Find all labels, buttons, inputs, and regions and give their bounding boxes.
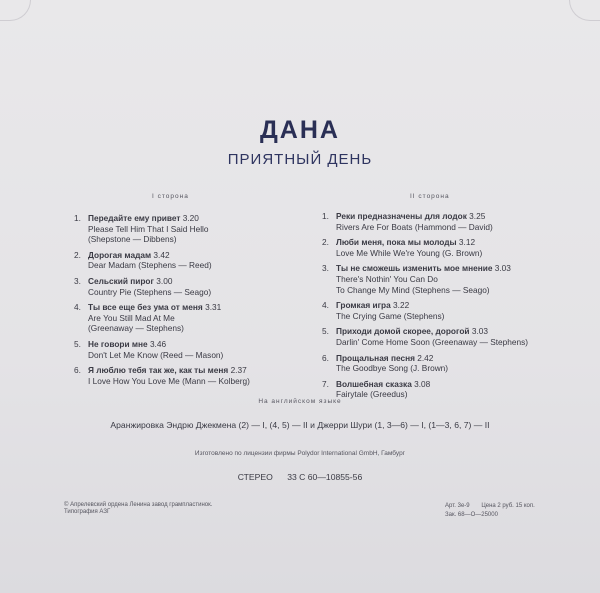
track-title-en: Don't Let Me Know (Reed — Mason) (88, 349, 224, 360)
sleeve-corner-cutout (0, 0, 31, 21)
price-text: Цена 2 руб. 15 коп. (481, 503, 535, 509)
track-title-ru: Волшебная сказка (336, 378, 412, 389)
track-title-en: The Goodbye Song (J. Brown) (336, 363, 449, 374)
printer-line: Типография АЗГ (64, 509, 111, 516)
track-item (322, 300, 562, 321)
track-title-ru: Люби меня, пока мы молоды (336, 237, 457, 248)
track-item (322, 353, 562, 374)
track-duration: 3.31 (205, 302, 222, 313)
track-item (74, 365, 304, 386)
price-info (445, 502, 535, 520)
language-note: На английском языке (258, 398, 342, 405)
track-title-ru: Передайте ему привет (88, 213, 181, 223)
manufacturer-line: © Апрелевский ордена Ленина завод грампластинок. (64, 502, 213, 508)
side-2-tracklist (322, 211, 562, 405)
track-title-en: Dear Madam (Stephens — Reed) (88, 260, 212, 271)
order-code: Зак. 68—О—25000 (445, 512, 498, 518)
track-title-ru: Ты не сможешь изменить мое мнение (336, 263, 493, 274)
album-title: ПРИЯТНЫЙ ДЕНЬ (227, 151, 373, 168)
track-duration: 3.03 (471, 326, 488, 337)
sleeve-corner-cutout (569, 0, 600, 21)
track-duration: 3.03 (494, 263, 511, 274)
track-title-en: Rivers Are For Boats (Hammond — David) (336, 221, 493, 232)
track-item (322, 379, 562, 400)
track-duration: 2.37 (230, 365, 247, 376)
track-title-ru: Приходи домой скорее, дорогой (336, 326, 470, 337)
track-item (74, 339, 304, 360)
track-title-ru: Не говори мне (88, 338, 148, 349)
catalog-line (0, 472, 600, 482)
track-number: 6. (74, 365, 81, 376)
track-item (74, 276, 304, 297)
artist-title: ДАНА (260, 116, 340, 144)
track-item (322, 263, 562, 295)
track-number: 5. (74, 338, 81, 349)
track-title-ru: Я люблю тебя так же, как ты меня (88, 365, 229, 376)
track-item (322, 237, 562, 258)
catalog-number: 33 С 60—10855-56 (287, 472, 363, 482)
track-title-en: Please Tell Him That I Said Hello (Shepstone — Dibbens) (88, 223, 209, 245)
track-number: 5. (322, 326, 329, 337)
format-label: СТЕРЕО (237, 472, 273, 482)
track-duration: 3.00 (156, 275, 173, 286)
track-title-en: Darlin' Come Home Soon (Greenaway — Stephens) (336, 336, 529, 347)
track-title-en: Are You Still Mad At Me (Greenaway — Stephens) (88, 312, 184, 334)
side-1-tracklist (74, 213, 304, 391)
track-title-en: Love Me While We're Young (G. Brown) (336, 247, 483, 258)
track-title-ru: Ты все еще без ума от меня (88, 302, 203, 313)
side-1-label: I сторона (152, 193, 189, 200)
track-item (74, 250, 304, 271)
track-item (322, 326, 562, 347)
track-number: 3. (74, 275, 81, 286)
track-item (74, 213, 304, 245)
track-number: 6. (322, 352, 329, 363)
track-title-en: Country Pie (Stephens — Seago) (88, 286, 212, 297)
track-title-en: Fairytale (Greedus) (336, 389, 408, 400)
arrangement-credits: Аранжировка Эндрю Джекмена (2) — I, (4, 5) — II и Джерри Шури (1, 3—6) — I, (1—3, 6, 7) — II (110, 420, 490, 430)
track-duration: 3.20 (182, 213, 199, 223)
track-number: 3. (322, 263, 329, 274)
track-number: 4. (322, 300, 329, 311)
track-duration: 3.42 (153, 249, 170, 260)
track-duration: 2.42 (417, 352, 434, 363)
manufacturer-credits (64, 502, 212, 517)
track-title-en: I Love How You Love Me (Mann — Kolberg) (88, 375, 250, 386)
track-title-ru: Реки предназначены для лодок (336, 211, 467, 221)
track-title-ru: Сельский пирог (88, 275, 154, 286)
track-number: 2. (74, 249, 81, 260)
article-code: Арт. 3е-9 (445, 503, 470, 509)
side-2-label: II сторона (410, 193, 450, 200)
track-duration: 3.22 (393, 300, 410, 311)
track-number: 2. (322, 237, 329, 248)
license-note: Изготовлено по лицензии фирмы Polydor International GmbH, Гамбург (194, 450, 406, 457)
track-title-en: The Crying Game (Stephens) (336, 310, 445, 321)
track-number: 1. (322, 211, 329, 221)
track-duration: 3.08 (414, 378, 431, 389)
track-item (74, 302, 304, 334)
track-title-ru: Прощальная песня (336, 352, 415, 363)
track-title-ru: Громкая игра (336, 300, 391, 311)
track-number: 1. (74, 213, 81, 223)
track-title-ru: Дорогая мадам (88, 249, 152, 260)
track-number: 4. (74, 302, 81, 313)
track-duration: 3.12 (458, 237, 476, 248)
track-duration: 3.46 (149, 338, 167, 349)
track-number: 7. (322, 378, 329, 389)
track-item (322, 211, 562, 232)
track-title-en: There's Nothin' You Can Do To Change My Mind (Stephens — Seago) (336, 273, 490, 295)
track-duration: 3.25 (469, 211, 486, 221)
